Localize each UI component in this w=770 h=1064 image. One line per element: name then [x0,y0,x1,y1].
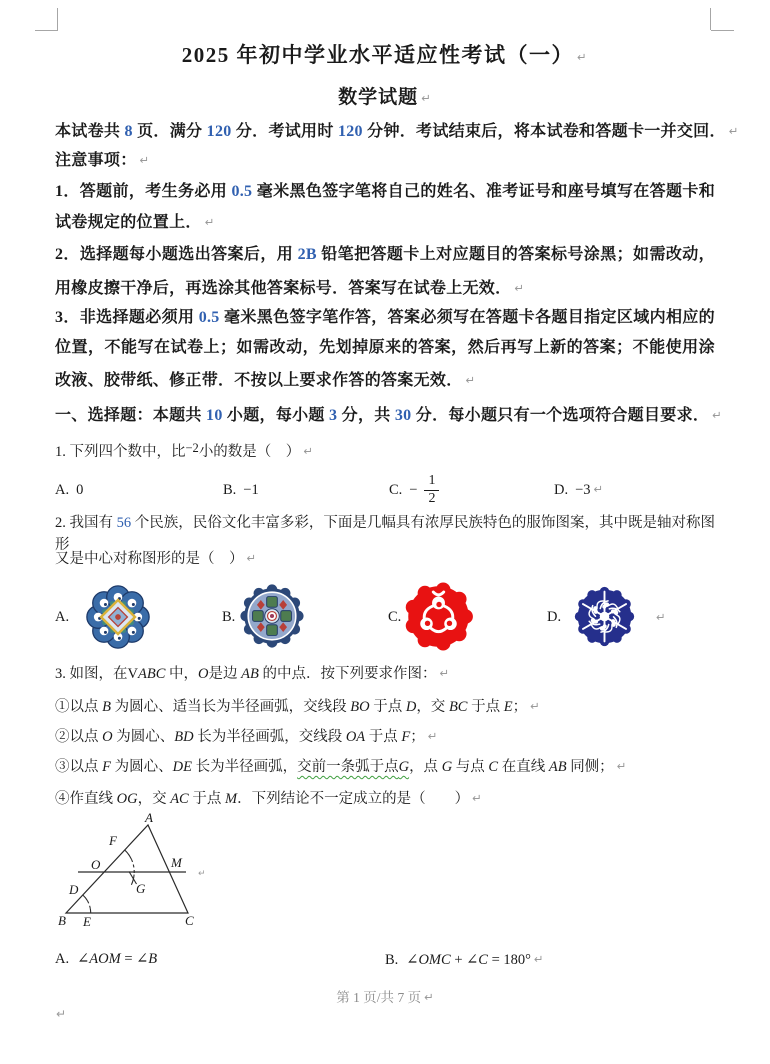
q3-option-a-value [77,951,157,967]
crop-mark-top-right-h [711,30,734,31]
text-segment: 7 [397,990,405,1005]
text-segment: OG [116,791,138,807]
text-segment: −2 [185,441,199,455]
text-segment: AB [241,666,259,682]
text-segment: ↵ [427,729,438,743]
text-segment: 铅笔把答题卡上对应题目的答案标号涂黑；如需改动， [316,246,715,263]
text-segment: 分钟．考试结束后，将本试卷和答题卡一并交回． [362,123,726,140]
pattern-a-image [85,584,151,650]
q1-option-b-value [243,482,258,499]
q1-option-c-fraction [424,474,439,506]
text-segment: AB [548,759,567,775]
text-segment: 3. 如图，在 [55,666,128,682]
geometry-figure [48,810,263,945]
figure-label-e: E [83,914,91,929]
q2-pattern-b-label: B. [222,609,236,625]
text-segment: 改液、胶带纸、修正带．不按以上要求作答的答案无效． [55,372,463,389]
text-segment: ，交 [416,699,449,715]
fraction-denominator: 2 [428,490,436,506]
text-segment: 120 [206,123,232,140]
text-segment: G [398,759,410,775]
q3-option-a-label: A. [55,951,70,967]
text-segment: ↵ [139,153,150,167]
text-segment: 8 [124,123,133,140]
notice-item3-line1 [55,307,715,329]
q1-option-d-value [575,482,603,499]
text-segment: ↵ [303,444,313,458]
text-segment: 毫米黑色签字笔作答，答案必须写在答题卡各题目指定区域内相应的 [219,309,715,326]
text-segment: 2B [297,246,317,263]
text-segment: B [102,699,111,715]
text-segment: ②以点 [55,729,103,745]
text-segment: O [198,666,209,682]
text-segment: AC [170,791,189,807]
text-segment: 小题，每小题 [222,407,330,424]
q1-option-d-label: D. [554,481,569,498]
text-segment: OMC [418,952,451,968]
stray-paragraph-mark: ↵ [56,1007,67,1021]
text-segment: 在直线 [498,759,549,775]
q3-step-2 [55,725,715,748]
text-segment: ↵ [616,759,627,773]
text-segment: AOM [89,951,121,967]
text-segment: C [488,759,499,775]
text-segment: F [401,729,411,745]
text-segment: 于点 [369,699,406,715]
text-segment: −3 [575,481,591,498]
notice-line-1 [55,120,739,143]
text-segment: 分．每小题只有一个选项符合题目要求． [411,407,710,424]
text-segment: + ∠ [450,952,479,968]
text-segment: 为圆心、 [110,759,173,775]
text-segment: BD [174,729,194,745]
figure-pilcrow: ↵ [198,869,206,879]
text-segment: 页．满分 [132,123,207,140]
text-segment: ．下列结论不一定成立的是（ ） [237,791,470,807]
text-segment: ↵ [728,124,739,138]
text-segment: = 180° [487,952,531,968]
text-segment: 于点 [365,729,402,745]
text-segment: 2. 我国有 [55,515,117,531]
text-segment: ↵ [465,373,476,387]
triangle-abc [66,825,188,913]
text-segment: 10 [206,407,223,424]
pattern-d-image [571,583,638,650]
figure-label-a: A [145,810,153,825]
text-segment: 同侧； [566,759,614,775]
notice-heading [55,149,715,172]
text-segment: 页 [404,990,422,1005]
crop-mark-top-left-v [57,8,58,30]
question-1-options [0,470,770,510]
text-segment: DE [172,759,192,775]
text-segment: 于点 [467,699,504,715]
text-segment: 30 [394,407,412,424]
q1-option-a [55,470,83,510]
q1-option-d [554,470,603,510]
figure-label-g: G [136,881,146,896]
text-segment: 数学试题 [338,87,419,108]
text-segment: 位置，不能写在试卷上；如需改动，先划掉原来的答案，然后再写上新的答案；不能使用涂 [55,339,715,356]
notice-item3-line3 [55,369,715,392]
text-segment: ↵ [593,481,604,496]
text-segment: ↵ [577,50,589,64]
figure-label-m: M [171,855,182,870]
text-segment: 2025 年初中学业水平适应性考试（一） [181,43,575,67]
text-segment: 分，共 [337,407,395,424]
text-segment: ； [512,699,528,715]
text-segment: ↵ [472,791,482,805]
text-segment: C [478,952,488,968]
text-segment: 1 [353,990,360,1005]
text-segment: ，交 [137,791,171,807]
text-segment: E [503,699,513,715]
q2-pattern-c-label: C. [388,609,402,625]
text-segment: G [441,759,453,775]
q2-pattern-d-label: D. [547,609,562,625]
text-segment: BC [448,699,468,715]
pattern-b-image [238,582,306,650]
text-segment: ABC [137,666,166,682]
text-segment: 又是中心对称图形的是（ ） [55,551,244,567]
q3-option-b-label: B. [385,952,399,968]
text-segment: ④作直线 [55,791,117,807]
figure-label-b: B [58,913,66,928]
text-segment: 毫米黑色签字笔将自己的姓名、准考证号和座号填写在答题卡和 [252,183,715,200]
text-segment: 56 [116,515,132,531]
q2-pattern-row-pilcrow: ↵ [656,610,666,624]
fraction-numerator: 1 [424,474,439,491]
text-segment: ，点 [409,759,442,775]
text-segment: OA [345,729,366,745]
text-segment: ↵ [514,281,525,295]
text-segment: ； [410,729,425,745]
page-subtitle [0,86,770,110]
text-segment: 小的数是（ ） [198,444,301,460]
text-segment: 0.5 [231,183,253,200]
text-segment: 1. 下列四个数中，比 [55,444,186,460]
section1-heading [55,404,723,427]
text-segment: 0 [76,481,84,498]
text-segment: ↵ [421,91,432,105]
q1-option-c-minus: − [409,481,418,498]
q1-option-b-label: B. [223,481,237,498]
text-segment: 3 [329,407,338,424]
text-segment: ↵ [712,408,723,422]
text-segment: 为圆心、适当长为半径画弧，交线段 [110,699,351,715]
notice-item2-line1 [55,244,715,266]
q3-step-4 [55,787,715,810]
q1-option-b [223,470,259,510]
text-segment: 的中点．按下列要求作图： [258,666,437,682]
text-segment: F [102,759,111,775]
q3-option-b-value [406,952,543,968]
figure-label-f: F [109,833,117,848]
text-segment: M [224,791,238,807]
q3-step-1 [55,695,715,718]
text-segment: 长为半径画弧， [191,759,298,775]
notice-item2-line2 [55,277,715,300]
text-segment: 于点 [188,791,225,807]
notice-item1-line1 [55,181,715,203]
crop-mark-top-left-h [35,30,58,31]
q3-step-3 [55,755,715,778]
question-2-text-line2 [55,547,715,570]
text-segment: 长为半径画弧，交线段 [193,729,346,745]
question-3-text [55,662,715,685]
text-segment: −1 [243,481,259,498]
text-segment: 个民族，民俗文化丰富多彩，下面是几幅具有浓厚民族特色的服饰图案，其中既是轴对称图形 [55,515,715,553]
text-segment: 本试卷共 [55,123,125,140]
text-segment: ∠ [77,951,90,967]
text-segment: 交前一条弧于点 [297,759,399,775]
q2-pattern-a-label: A. [55,609,70,625]
q1-option-c-label: C. [389,481,403,498]
text-segment: ↵ [530,699,540,713]
q1-option-a-label: A. [55,481,70,498]
text-segment: ↵ [424,990,434,1004]
text-segment: 试卷规定的位置上． [55,214,202,231]
text-segment: 分．考试用时 [231,123,338,140]
text-segment: 1．答题前，考生务必用 [55,183,232,200]
text-segment: 为圆心、 [112,729,175,745]
figure-label-c: C [185,913,194,928]
q1-option-c [389,470,439,510]
notice-item3-line2 [55,337,715,359]
text-segment: 120 [337,123,363,140]
text-segment: B [148,951,158,967]
text-segment: ③以点 [55,759,103,775]
figure-label-d: D [69,882,79,897]
text-segment: ①以点 [55,699,103,715]
text-segment: O [102,729,113,745]
text-segment: 2．选择题每小题选出答案后，用 [55,246,298,263]
text-segment: = ∠ [120,951,149,967]
text-segment: 注意事项： [55,152,137,169]
text-segment: 一、选择题：本题共 [55,407,207,424]
text-segment: 0.5 [198,309,220,326]
text-segment: BO [350,699,370,715]
text-segment: ∠ [406,952,419,968]
text-segment: 用橡皮擦干净后，再选涂其他答案标号．答案写在试卷上无效． [55,280,512,297]
page-title [0,42,770,70]
figure-label-o: O [91,857,101,872]
text-segment: D [405,699,417,715]
text-segment: 与点 [452,759,489,775]
text-segment: V [127,666,138,682]
text-segment: 3．非选择题必须用 [55,309,199,326]
q3-option-b [385,948,544,971]
text-segment: ↵ [204,215,215,229]
question-1-text [55,440,715,463]
text-segment: 第 [336,990,354,1005]
text-segment: ↵ [439,666,450,680]
notice-item1-line2 [55,211,715,234]
text-segment: ↵ [246,551,257,565]
q1-option-a-value [76,482,83,499]
text-segment: 是边 [208,666,242,682]
pattern-c-image [402,580,475,653]
text-segment: 中， [165,666,198,682]
text-segment: 页/共 [359,990,398,1005]
q3-option-a [55,948,157,970]
page-number-footer [0,987,770,1008]
crop-mark-top-right-v [710,8,711,30]
text-segment: ↵ [533,952,544,966]
